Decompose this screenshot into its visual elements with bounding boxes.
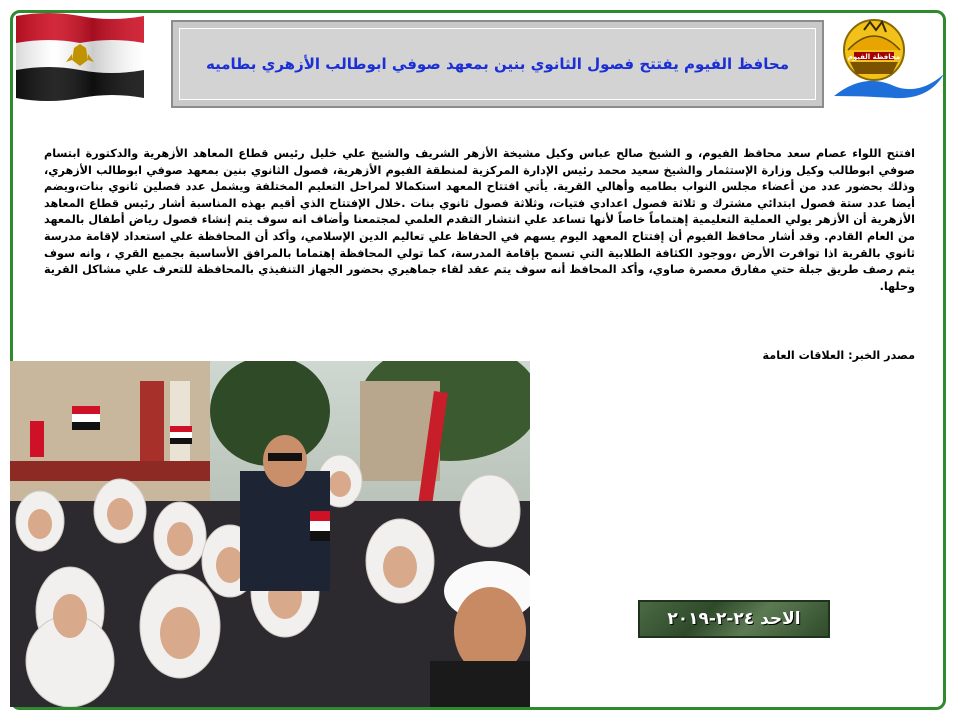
news-source: مصدر الخبر: العلاقات العامة	[762, 349, 915, 362]
article-body: افتتح اللواء عصام سعد محافظ الفيوم، و الشيخ صالح عباس وكيل مشيخة الأزهر الشريف والشيخ علي خليل رئيس قطاع المعاهد الأزهرية والدكتورة ابتسام صوفي ابوطالب وكيل وزارة الإستثمار والشيخ سعيد محمد رئيس الإدارة المركزية لمنطقة الفيوم الأزهرية، فصول الثانوي بنين بمعهد صوفي ابوطالب الأزهري، وذلك بحضور عدد من أعضاء مجلس النواب بطاميه وأهالي القرية. يأتي افتتاح المعهد استكمالا لمراحل التعليم المختلفة ويشمل عدد فصلين ثانوي بنات،ويضم أيضا عدد ستة فصول ابتدائي مشترك و ثلاثة فصول اعدادي فتيات، وثلاثة فصول ثانوي بنات .خلال الإفتتاح الذي أقيم بهذه المناسبة أشار رئيس قطاع المعاهد الأزهرية أن الأزهر يولي العملية التعليمية إهتماماً خاصاً لأنها تساعد علي انتشار التقدم العلمي لمجتمعنا وأضاف انه سوف يتم إنشاء فصول رياض أطفال بالمعهد من العام القادم. وقد أشار محافظ الفيوم أن إفتتاح المعهد اليوم يسهم في الحفاظ علي تعاليم الدين الإسلامي، وأكد أن المحافظة علي استعداد لإقامة مدرسة ثانوي بالقرية اذا توافرت الأرض ،ووجود الكثافة الطلابية التي تسمح بإقامة المدرسة، كما تولي المحافظة إهتماما بالمرافق الأساسية بجميع القري ، وانه سوف يتم رصف طريق جبلة حتي مفارق معصرة صاوي، وأكد المحافظ أنه سوف يتم عقد لقاء جماهيري بحضور الجهاز التنفيذي بالمحافظة للتعرف علي مشاكل القرية وحلها.	[44, 147, 915, 293]
egypt-flag-icon	[14, 10, 146, 102]
date-badge	[638, 600, 830, 638]
page-title: محافظ الفيوم يفتتح فصول الثانوي بنين بمعهد صوفي ابوطالب الأزهري بطاميه	[205, 55, 789, 73]
title-box	[171, 20, 824, 108]
fayoum-governorate-logo-icon	[834, 12, 946, 104]
event-photo	[10, 361, 530, 707]
article-date: الاحد ٢٤-٢-٢٠١٩	[667, 609, 801, 629]
logo-text: محافظة الفيوم	[847, 53, 901, 61]
